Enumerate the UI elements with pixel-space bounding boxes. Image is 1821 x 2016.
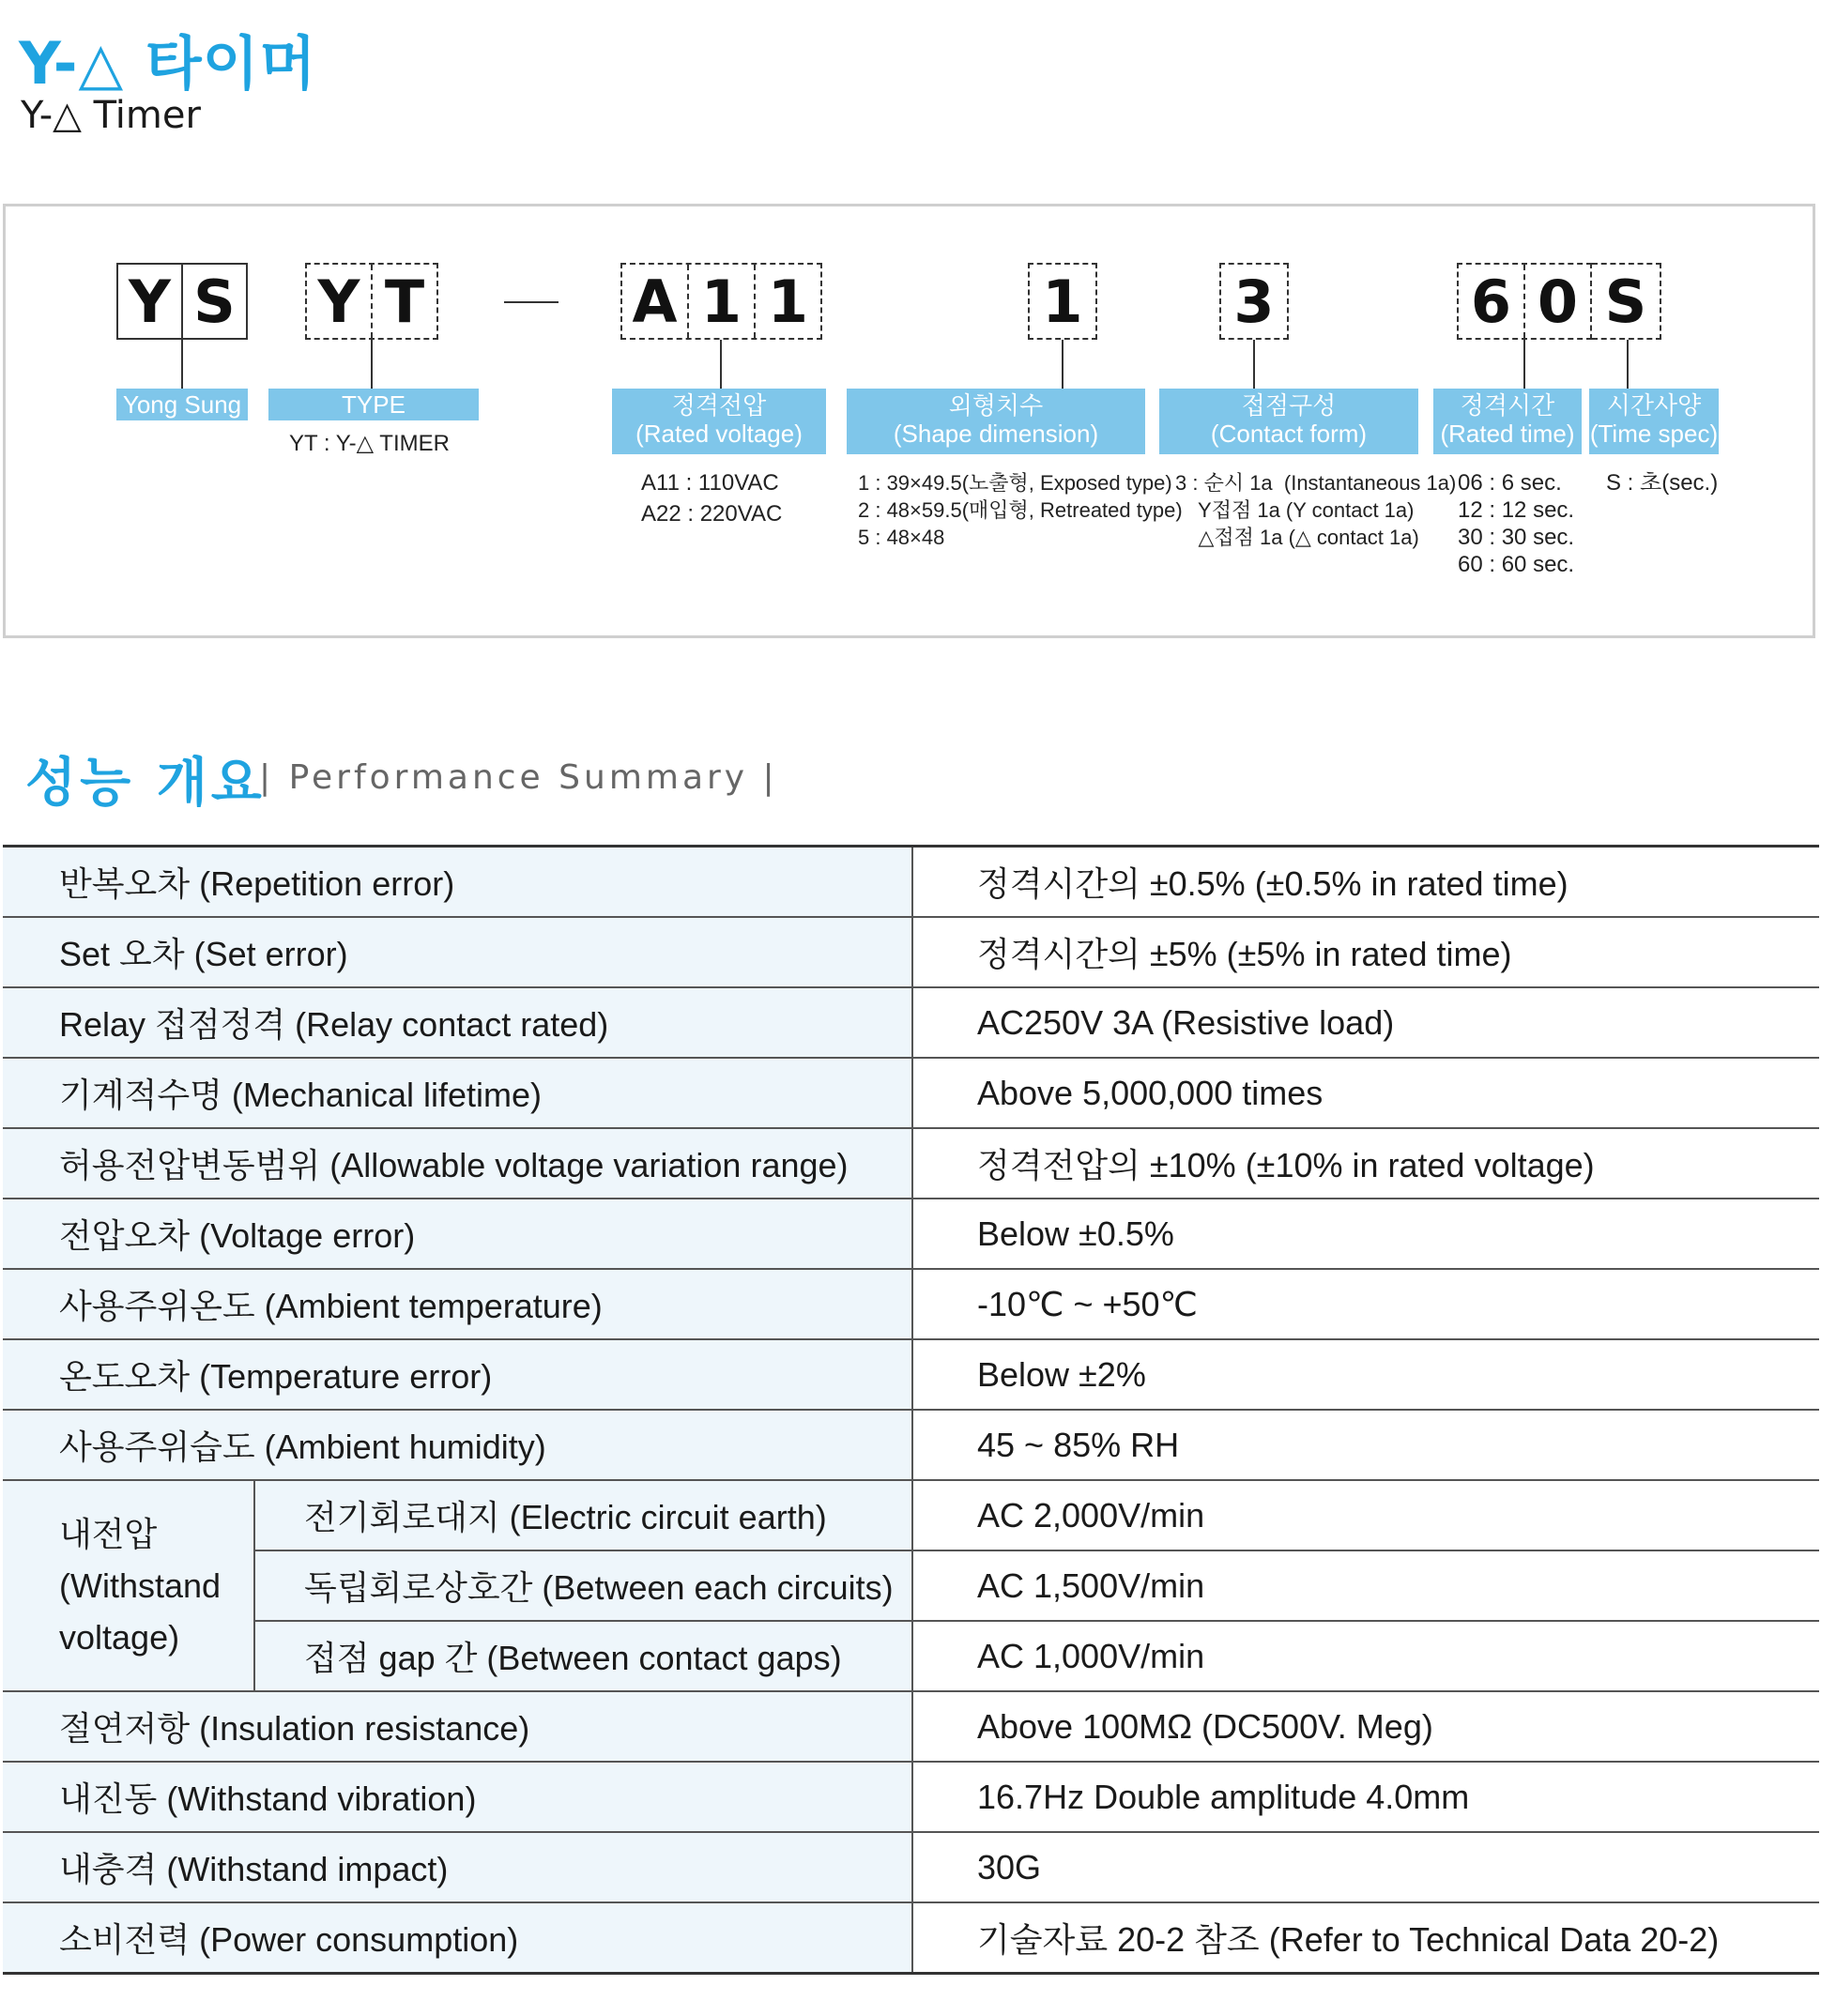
label-time-spec [1589, 389, 1719, 454]
code-box-maker [116, 263, 248, 340]
code-char: 3 [1233, 267, 1275, 336]
code-char: Y [129, 267, 171, 336]
desc-shape: 1 : 39×49.5(노출형, Exposed type) 2 : 48×59.5(매입형, Retreated type) 5 : 48×48 [858, 471, 1183, 549]
code-char: Y [317, 267, 360, 336]
label-contact-form [1159, 389, 1418, 454]
connector-line [181, 340, 183, 389]
connector-line [371, 340, 373, 389]
code-box-spec [1592, 263, 1661, 340]
label-text-en: (Rated time) [1440, 420, 1575, 448]
value-cell: AC 2,000V/min [912, 1480, 1819, 1550]
label-type: TYPE [268, 389, 479, 420]
param-cell: 온도오차 (Temperature error) [3, 1339, 912, 1410]
table-row [3, 1832, 1819, 1902]
value-cell: 기술자료 20-2 참조 (Refer to Technical Data 20-2) [912, 1902, 1819, 1974]
table-row [3, 1199, 1819, 1269]
connector-line [1253, 340, 1255, 389]
value-cell: Above 5,000,000 times [912, 1058, 1819, 1128]
param-cell: 기계적수명 (Mechanical lifetime) [3, 1058, 912, 1128]
label-text-ko: 외형치수 [948, 391, 1044, 420]
table-row [3, 917, 1819, 987]
label-text-en: (Shape dimension) [893, 420, 1099, 448]
withstand-group-cell [3, 1480, 254, 1691]
table-row [3, 1339, 1819, 1410]
code-char: A [632, 267, 678, 336]
label-text-en: (Rated voltage) [635, 420, 803, 448]
connector-line [1523, 340, 1525, 389]
table-row [3, 1902, 1819, 1974]
param-cell: 독립회로상호간 (Between each circuits) [254, 1550, 912, 1621]
param-cell: 내충격 (Withstand impact) [3, 1832, 912, 1902]
param-cell: 전기회로대지 (Electric circuit earth) [254, 1480, 912, 1550]
code-char: 1 [687, 265, 754, 338]
value-cell: AC250V 3A (Resistive load) [912, 987, 1819, 1058]
desc-type: YT : Y-△ TIMER [289, 431, 450, 456]
connector-line [1062, 340, 1064, 389]
table-row [3, 1058, 1819, 1128]
param-cell: 허용전압변동범위 (Allowable voltage variation range) [3, 1128, 912, 1199]
group-label-line: (Withstand [59, 1566, 222, 1605]
label-text-ko: 정격전압 [671, 391, 767, 420]
code-box-contact [1219, 263, 1289, 340]
table-row [3, 987, 1819, 1058]
code-char: T [371, 265, 436, 338]
param-cell: 전압오차 (Voltage error) [3, 1199, 912, 1269]
performance-table [3, 845, 1819, 1975]
value-cell: 30G [912, 1832, 1819, 1902]
desc-voltage: A11 : 110VAC A22 : 220VAC [641, 470, 783, 527]
param-cell: 사용주위습도 (Ambient humidity) [3, 1410, 912, 1480]
value-cell: Below ±0.5% [912, 1199, 1819, 1269]
value-cell: AC 1,500V/min [912, 1550, 1819, 1621]
code-box-type [305, 263, 438, 340]
code-char: 6 [1470, 267, 1512, 336]
value-cell: AC 1,000V/min [912, 1621, 1819, 1691]
connector-line [1627, 340, 1629, 389]
page-title: Y-△ 타이머 [19, 29, 317, 98]
code-char: S [1604, 267, 1647, 336]
label-text-en: (Time spec) [1589, 420, 1719, 448]
connector-line [720, 340, 722, 389]
code-char: 1 [1042, 267, 1083, 336]
label-text-en: (Contact form) [1210, 420, 1368, 448]
table-row [3, 1621, 1819, 1691]
label-text-ko: 정격시간 [1460, 391, 1555, 420]
param-cell: 절연저항 (Insulation resistance) [3, 1691, 912, 1762]
label-text-ko: 시간사양 [1606, 391, 1702, 420]
section-subtitle: | Performance Summary | [259, 758, 778, 797]
code-separator-dash [504, 301, 559, 303]
desc-contact: 3 : 순시 1a (Instantaneous 1a) Y접점 1a (Y contact 1a) △접점 1a (△ contact 1a) [1175, 471, 1457, 549]
param-cell: 내진동 (Withstand vibration) [3, 1762, 912, 1832]
label-maker: Yong Sung [116, 389, 248, 420]
value-cell: 45 ~ 85% RH [912, 1410, 1819, 1480]
table-row [3, 1480, 1819, 1550]
value-cell: 정격전압의 ±10% (±10% in rated voltage) [912, 1128, 1819, 1199]
group-label-line: voltage) [59, 1618, 180, 1657]
value-cell: Above 100MΩ (DC500V. Meg) [912, 1691, 1819, 1762]
page-subtitle: Y-△ Timer [21, 94, 201, 137]
param-cell: Set 오차 (Set error) [3, 917, 912, 987]
table-row [3, 1269, 1819, 1339]
code-box-voltage [620, 263, 822, 340]
section-title: 성능 개요 [25, 753, 266, 814]
desc-time: 06 : 6 sec. 12 : 12 sec. 30 : 30 sec. 60 : 60 sec. [1458, 470, 1575, 577]
code-box-shape [1028, 263, 1097, 340]
desc-spec: S : 초(sec.) [1606, 470, 1719, 496]
param-cell: Relay 접점정격 (Relay contact rated) [3, 987, 912, 1058]
label-rated-time [1433, 389, 1582, 454]
table-row [3, 1410, 1819, 1480]
group-label-line: 내전압 [59, 1515, 158, 1553]
param-cell: 소비전력 (Power consumption) [3, 1902, 912, 1974]
code-char: S [181, 265, 246, 338]
code-char: 0 [1523, 265, 1590, 338]
value-cell: 정격시간의 ±5% (±5% in rated time) [912, 917, 1819, 987]
value-cell: 16.7Hz Double amplitude 4.0mm [912, 1762, 1819, 1832]
label-rated-voltage [612, 389, 826, 454]
label-shape-dimension [847, 389, 1145, 454]
table-row [3, 1691, 1819, 1762]
param-cell: 반복오차 (Repetition error) [3, 847, 912, 918]
value-cell: Below ±2% [912, 1339, 1819, 1410]
table-row [3, 1762, 1819, 1832]
label-text-ko: 접점구성 [1241, 391, 1337, 420]
value-cell: -10℃ ~ +50℃ [912, 1269, 1819, 1339]
table-row [3, 847, 1819, 918]
param-cell: 사용주위온도 (Ambient temperature) [3, 1269, 912, 1339]
table-row [3, 1128, 1819, 1199]
param-cell: 접점 gap 간 (Between contact gaps) [254, 1621, 912, 1691]
code-char: 1 [754, 265, 820, 338]
value-cell: 정격시간의 ±0.5% (±0.5% in rated time) [912, 847, 1819, 918]
code-box-time [1457, 263, 1592, 340]
table-row [3, 1550, 1819, 1621]
